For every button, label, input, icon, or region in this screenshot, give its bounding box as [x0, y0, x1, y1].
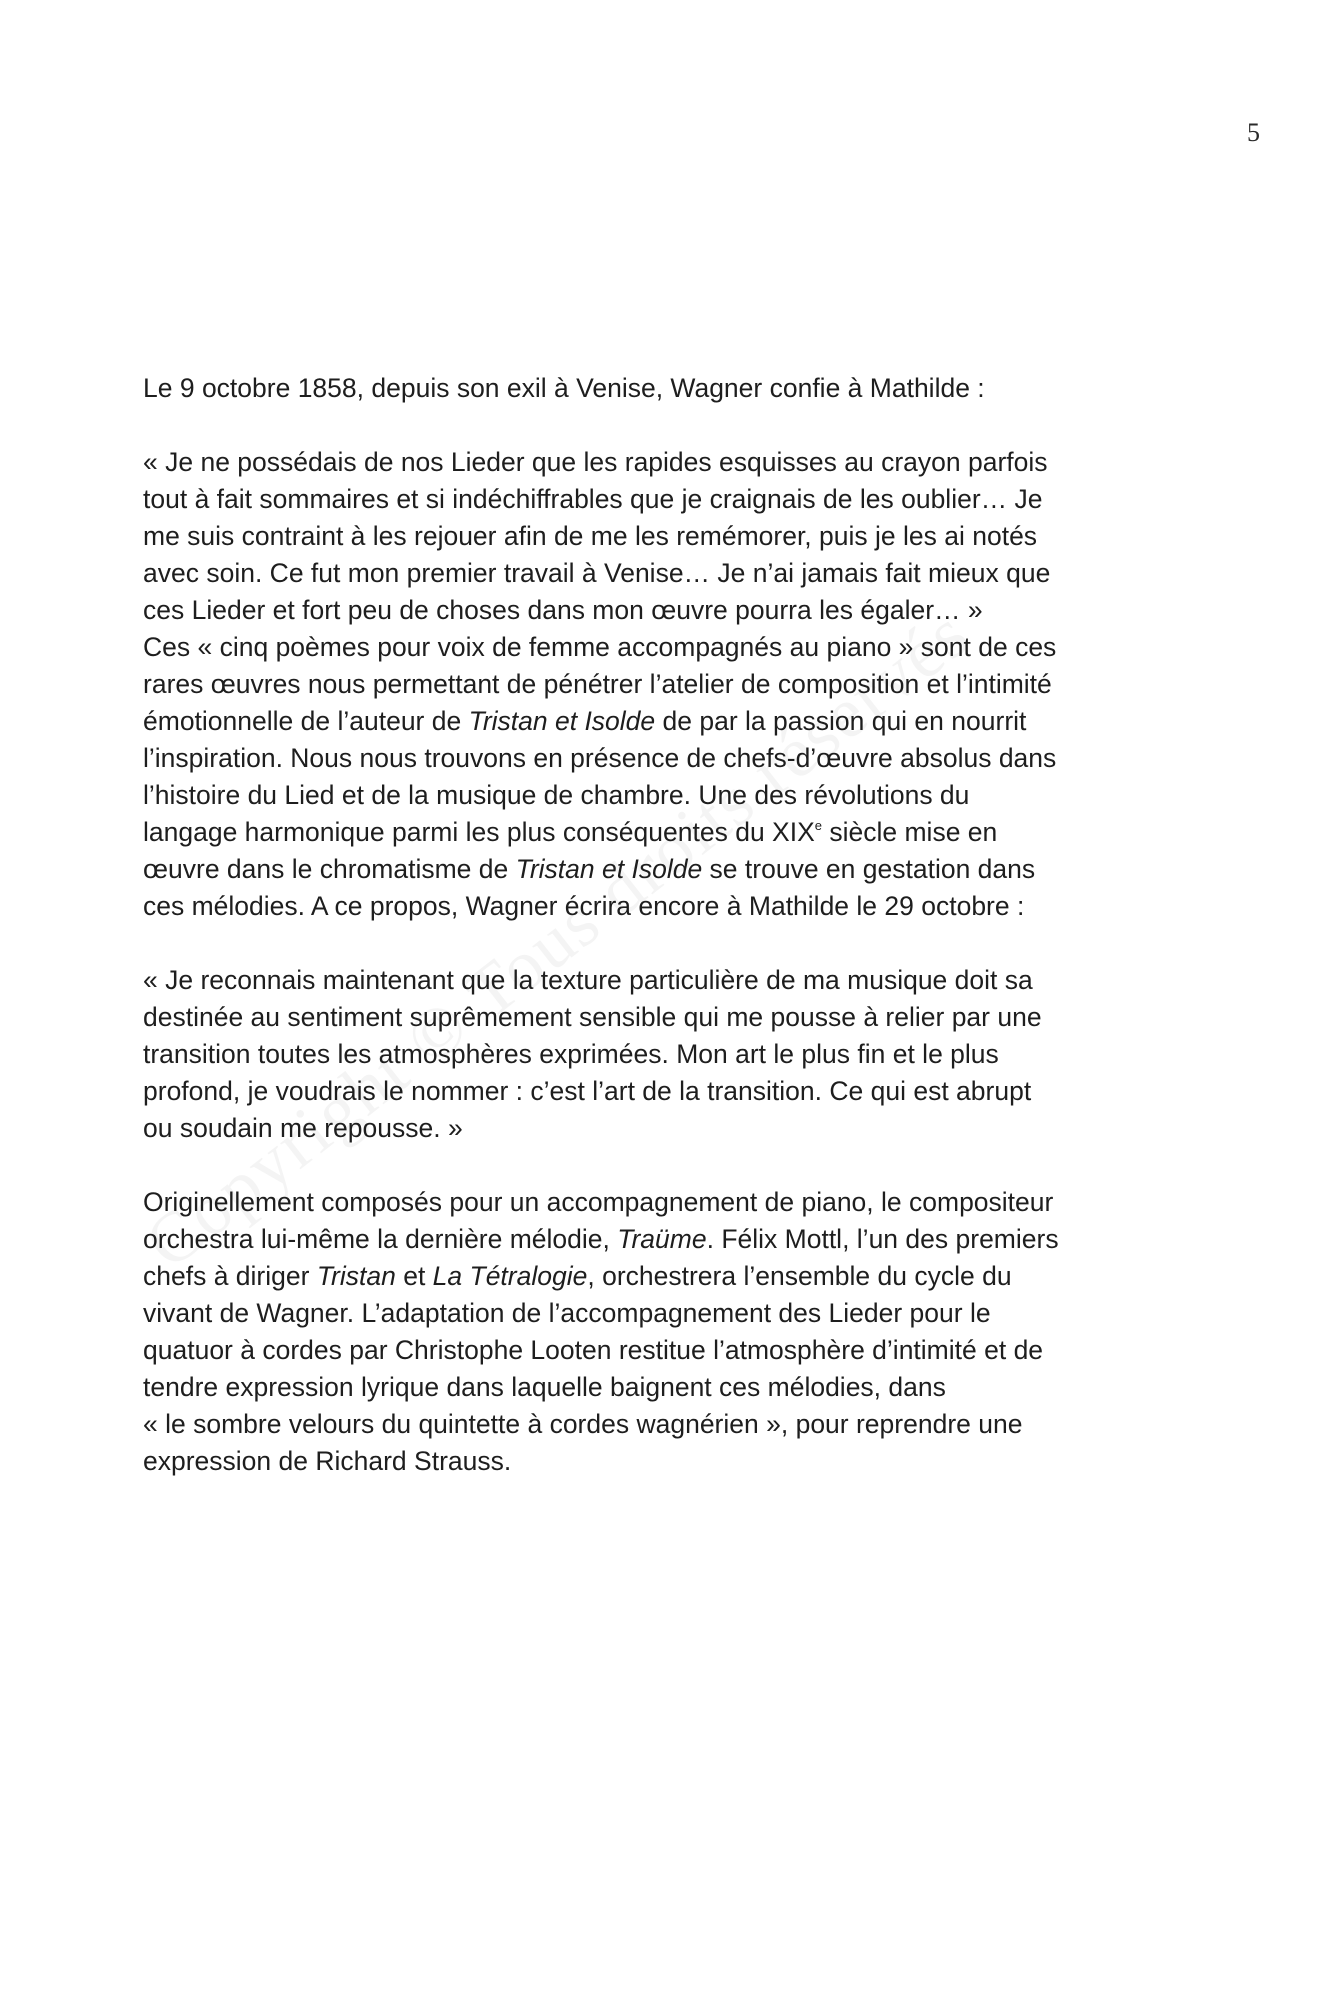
text-line: l’histoire du Lied et de la musique de chambre. Une des révolutions du — [143, 780, 970, 810]
text-line: Ces « cinq poèmes pour voix de femme accompagnés au piano » sont de ces — [143, 632, 1057, 662]
text-line: rares œuvres nous permettant de pénétrer l’atelier de composition et l’intimité — [143, 669, 1052, 699]
quote-line: avec soin. Ce fut mon premier travail à Venise… Je n’ai jamais fait mieux que — [143, 558, 1051, 588]
text-line: expression de Richard Strauss. — [143, 1446, 512, 1476]
text-line: Originellement composés pour un accompagnement de piano, le compositeur — [143, 1187, 1054, 1217]
text-line: quatuor à cordes par Christophe Looten restitue l’atmosphère d’intimité et de — [143, 1335, 1044, 1365]
work-title: Tristan — [316, 1261, 396, 1291]
text-line — [143, 851, 1223, 888]
text-span: émotionnelle de l’auteur de — [143, 706, 469, 736]
text-span: et — [395, 1261, 433, 1291]
text-line — [143, 1221, 1223, 1258]
work-title: Traüme — [617, 1224, 707, 1254]
quote-line: transition toutes les atmosphères exprimées. Mon art le plus fin et le plus — [143, 1039, 999, 1069]
quote-line: profond, je voudrais le nommer : c’est l’art de la transition. Ce qui est abrupt — [143, 1076, 1032, 1106]
text-span: de par la passion qui en nourrit — [655, 706, 1027, 736]
text-span: chefs à diriger — [143, 1261, 317, 1291]
text-span: . Félix Mottl, l’un des premiers — [706, 1224, 1059, 1254]
text-line: vivant de Wagner. L’adaptation de l’accompagnement des Lieder pour le — [143, 1298, 991, 1328]
intro-line: Le 9 octobre 1858, depuis son exil à Venise, Wagner confie à Mathilde : — [143, 373, 985, 403]
work-title: La Tétralogie — [432, 1261, 588, 1291]
quote-1 — [143, 444, 1223, 629]
text-line: « le sombre velours du quintette à cordes wagnérien », pour reprendre une — [143, 1409, 1023, 1439]
text-span: orchestra lui-même la dernière mélodie, — [143, 1224, 618, 1254]
text-span: œuvre dans le chromatisme de — [143, 854, 516, 884]
quote-line: ou soudain me repousse. » — [143, 1113, 463, 1143]
quote-line: tout à fait sommaires et si indéchiffrables que je craignais de les oublier… Je — [143, 484, 1043, 514]
text-line: tendre expression lyrique dans laquelle baignent ces mélodies, dans — [143, 1372, 946, 1402]
paragraph-3 — [143, 1184, 1223, 1480]
quote-line: destinée au sentiment suprêmement sensible qui me pousse à relier par une — [143, 1002, 1042, 1032]
text-line: ces mélodies. A ce propos, Wagner écrira encore à Mathilde le 29 octobre : — [143, 891, 1025, 921]
text-line — [143, 1258, 1223, 1295]
text-line: l’inspiration. Nous nous trouvons en présence de chefs-d’œuvre absolus dans — [143, 743, 1057, 773]
quote-2 — [143, 962, 1223, 1147]
superscript: e — [814, 818, 822, 833]
paragraph-2 — [143, 629, 1223, 925]
text-span: siècle mise en — [822, 817, 998, 847]
work-title: Tristan et Isolde — [515, 854, 703, 884]
text-line — [143, 814, 1223, 851]
document-body — [143, 370, 1223, 1480]
text-line — [143, 703, 1223, 740]
work-title: Tristan et Isolde — [468, 706, 656, 736]
quote-line: « Je ne possédais de nos Lieder que les rapides esquisses au crayon parfois — [143, 447, 1048, 477]
text-span: langage harmonique parmi les plus conséquentes du XIX — [143, 817, 815, 847]
quote-line: « Je reconnais maintenant que la texture particulière de ma musique doit sa — [143, 965, 1033, 995]
quote-line: ces Lieder et fort peu de choses dans mon œuvre pourra les égaler… » — [143, 595, 983, 625]
text-span: , orchestrera l’ensemble du cycle du — [587, 1261, 1012, 1291]
text-span: se trouve en gestation dans — [702, 854, 1036, 884]
quote-line: me suis contraint à les rejouer afin de me les remémorer, puis je les ai notés — [143, 521, 1038, 551]
page-number: 5 — [1247, 118, 1260, 147]
